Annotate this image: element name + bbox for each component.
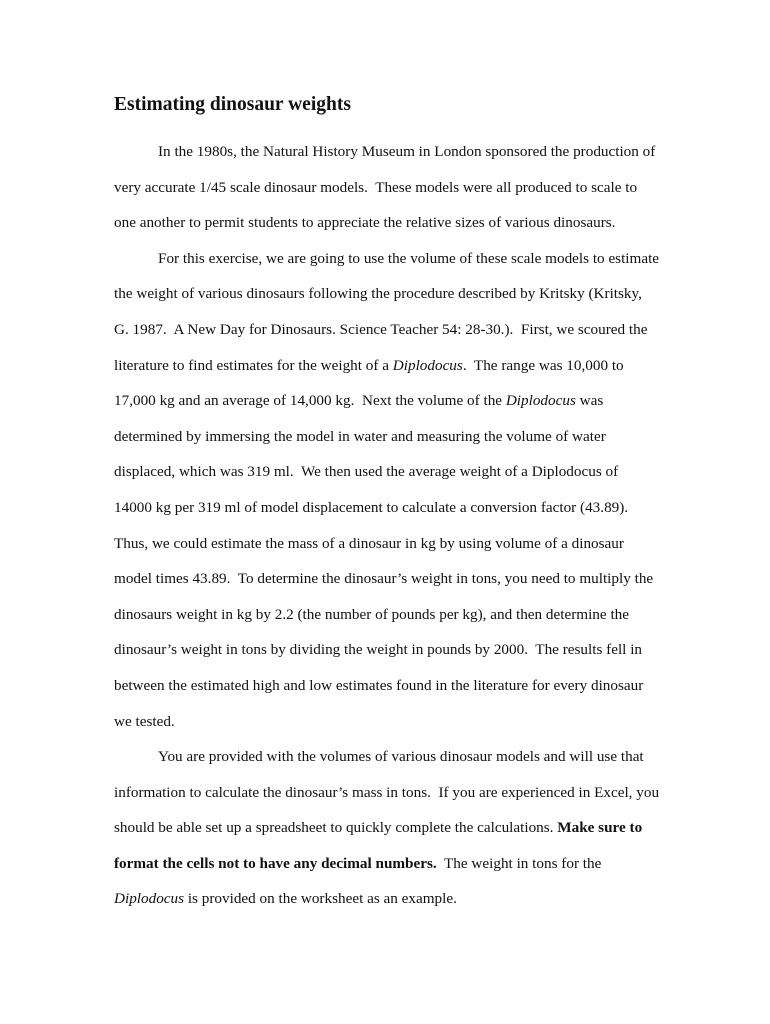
text-run: between the estimated high and low estimates found in the literature for every dinosaur — [114, 676, 644, 694]
text-run: information to calculate the dinosaur’s mass in tons. If you are experienced in Excel, you — [114, 783, 660, 801]
text-line — [114, 454, 662, 490]
text-run: was — [575, 392, 604, 410]
text-run: The weight in tons for the — [436, 854, 602, 872]
text-line — [114, 383, 662, 419]
paragraph — [114, 134, 662, 241]
text-line — [114, 810, 662, 846]
text-run: You are provided with the volumes of various dinosaur models and will use that — [158, 748, 644, 766]
text-run: 14000 kg per 319 ml of model displacement to calculate a conversion factor (43.89). — [114, 498, 629, 516]
text-line — [114, 704, 662, 740]
text-line — [114, 526, 662, 562]
text-line — [114, 419, 662, 455]
text-run: dinosaur’s weight in tons by dividing the weight in pounds by 2000. The results fell in — [114, 641, 643, 659]
text-run: 17,000 kg and an average of 14,000 kg. Next the volume of the — [114, 392, 506, 410]
text-run: model times 43.89. To determine the dinosaur’s weight in tons, you need to multiply the — [114, 570, 654, 588]
text-run: For this exercise, we are going to use the volume of these scale models to estimate — [158, 249, 660, 267]
paragraph — [114, 241, 662, 739]
text-line — [114, 490, 662, 526]
bold-text: format the cells not to have any decimal numbers. — [114, 854, 437, 872]
text-line — [114, 312, 662, 348]
document-title: Estimating dinosaur weights — [114, 94, 351, 115]
text-run: G. 1987. A New Day for Dinosaurs. Science Teacher 54: 28-30.). First, we scoured the — [114, 320, 648, 338]
document-page — [114, 93, 662, 917]
paragraph — [114, 739, 662, 917]
text-line — [114, 561, 662, 597]
text-line — [114, 134, 662, 170]
text-run: one another to permit students to appreciate the relative sizes of various dinosaurs. — [114, 214, 616, 232]
text-line — [114, 241, 662, 277]
text-run: . The range was 10,000 to — [462, 356, 624, 374]
text-line — [114, 205, 662, 241]
text-run: displaced, which was 319 ml. We then used the average weight of a Diplodocus of — [114, 463, 619, 481]
text-run: is provided on the worksheet as an example. — [184, 890, 457, 908]
text-run: literature to find estimates for the weight of a — [114, 356, 393, 374]
italic-text: Diplodocus — [505, 392, 576, 410]
text-run: should be able set up a spreadsheet to quickly complete the calculations. — [114, 819, 558, 837]
text-line — [114, 739, 662, 775]
text-run: Thus, we could estimate the mass of a dinosaur in kg by using volume of a dinosaur — [114, 534, 624, 552]
text-run: we tested. — [114, 712, 175, 730]
text-line — [114, 170, 662, 206]
italic-text: Diplodocus — [114, 890, 185, 908]
italic-text: Diplodocus — [392, 356, 463, 374]
text-run: determined by immersing the model in water and measuring the volume of water — [114, 427, 606, 445]
text-run: the weight of various dinosaurs following the procedure described by Kritsky (Kritsky, — [114, 285, 642, 303]
text-line — [114, 597, 662, 633]
text-run: dinosaurs weight in kg by 2.2 (the number of pounds per kg), and then determine the — [114, 605, 629, 623]
document-body — [114, 134, 662, 917]
text-line — [114, 846, 662, 882]
text-line — [114, 775, 662, 811]
text-run: very accurate 1/45 scale dinosaur models. These models were all produced to scale to — [114, 178, 638, 196]
text-line — [114, 632, 662, 668]
text-line — [114, 348, 662, 384]
text-run: In the 1980s, the Natural History Museum in London sponsored the production of — [158, 143, 656, 160]
text-line — [114, 668, 662, 704]
text-line — [114, 276, 662, 312]
bold-text: Make sure to — [557, 819, 643, 837]
text-line — [114, 881, 662, 917]
